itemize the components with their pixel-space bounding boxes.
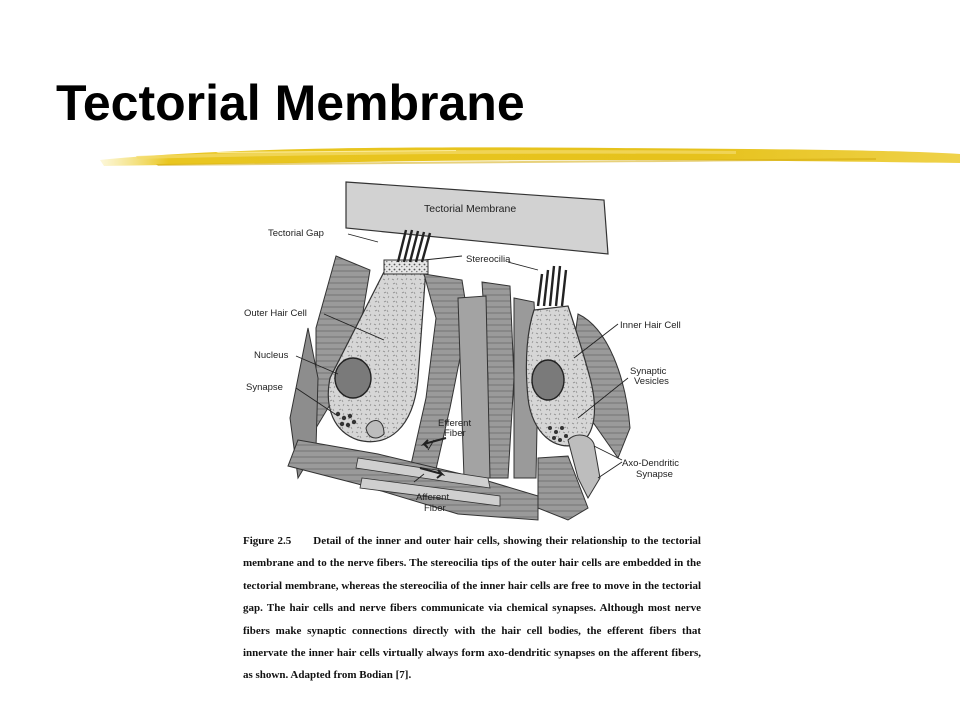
hair-cell-figure [238,178,708,524]
pillar-cell-mid [458,296,490,478]
label-afferent-fiber-2: Fiber [424,503,446,514]
outer-nerve-ending [366,420,384,437]
label-efferent-fiber-1: Efferent [438,418,472,429]
inner-stereocilia [538,266,566,306]
label-stereocilia: Stereocilia [466,254,511,265]
label-synapse: Synapse [246,382,283,393]
label-synaptic-vesicles-1: Synaptic [630,366,667,377]
title-underline-brushstroke [96,136,960,176]
label-axo-dendritic-2: Synapse [636,469,673,480]
label-tectorial-membrane: Tectorial Membrane [424,203,517,215]
slide-title: Tectorial Membrane [56,75,525,131]
label-efferent-fiber-2: Fiber [444,428,466,439]
inner-hair-cell-nucleus [532,360,564,400]
label-tectorial-gap: Tectorial Gap [268,228,324,239]
tectorial-membrane-shape [346,182,608,254]
outer-hair-cell-nucleus [335,358,371,398]
label-axo-dendritic-1: Axo-Dendritic [622,458,680,469]
figure-caption [243,530,701,687]
label-synaptic-vesicles-2: Vesicles [634,376,669,387]
figure-caption-label: Figure 2.5 [243,535,292,547]
label-outer-hair-cell: Outer Hair Cell [244,308,307,319]
label-inner-hair-cell: Inner Hair Cell [620,320,681,331]
label-nucleus: Nucleus [254,350,289,361]
label-afferent-fiber-1: Afferent [416,492,450,503]
figure-caption-text: Detail of the inner and outer hair cells, showing their relationship to the tectorial membrane and to the nerve fibers. The stereocilia tips of the outer hair cells are embedded in the tectorial membrane, whereas the stereocilia of the inner hair cells are free to move in the tectorial gap. The hair cells and nerve fibers communicate via chemical synapses. Although most nerve fibers make synaptic connections directly with the hair cell bodies, the efferent fibers that innervate the inner hair cells virtually always form axo-dendritic synapses on the afferent fibers, as shown. Adapted from Bodian [7]. [243,535,701,682]
hair-cell-diagram [238,178,708,524]
outer-hair-cell-cuticular-plate [384,260,428,274]
